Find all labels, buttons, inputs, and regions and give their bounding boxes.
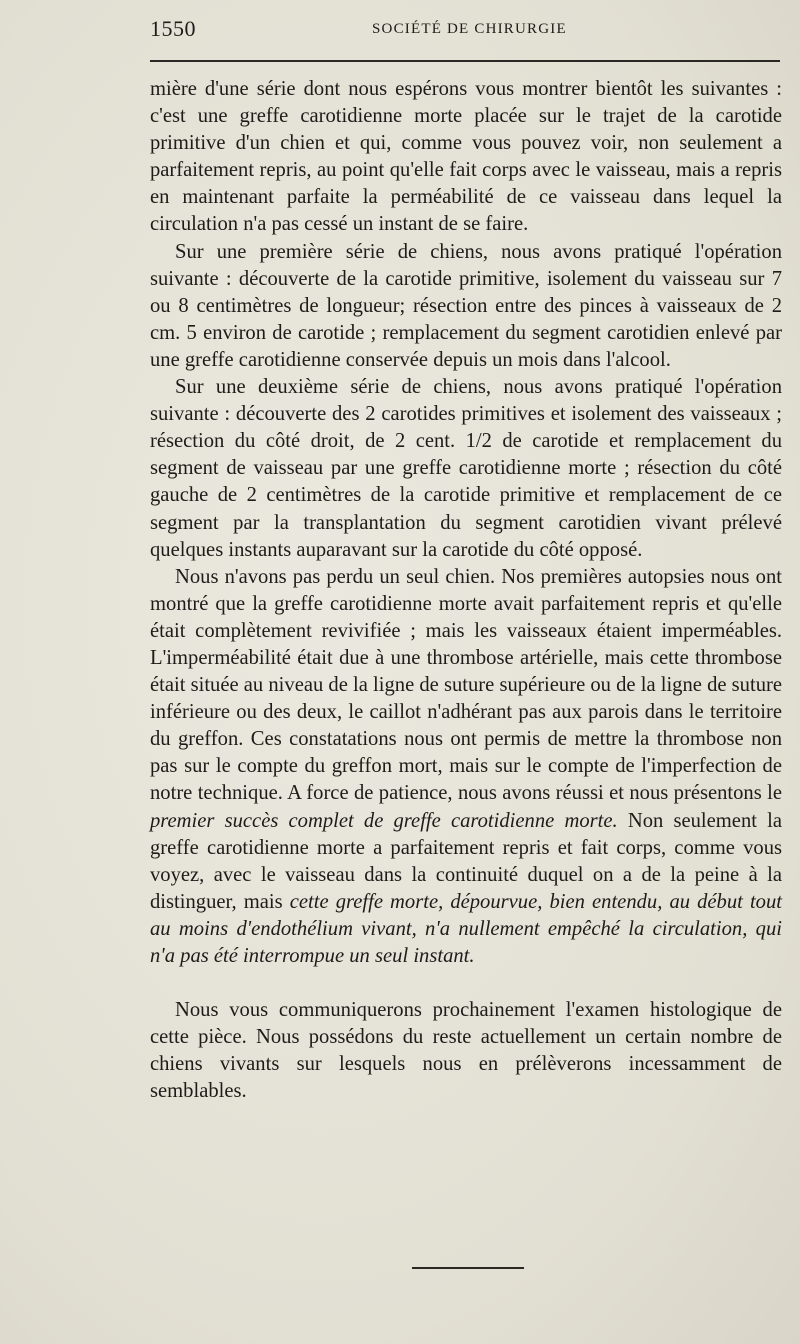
end-rule xyxy=(412,1267,524,1269)
header-rule xyxy=(150,60,780,62)
paragraph-4 xyxy=(150,564,782,970)
paragraph-5: Nous vous communiquerons prochainement l'examen histologique de cette pièce. Nous possédons du reste actuellement un certain nombre de chiens vivants sur lesquels nous en prélèverons incessamment de semblables. xyxy=(150,999,782,1103)
paragraph-4-text-a: Nous n'avons pas perdu un seul chien. Nos premières autopsies nous ont montré que la greffe carotidienne morte avait parfaitement repris et qu'elle était complètement revivifiée ; mais les vaisseaux étaient imperméables. L'imperméabilité était due à une thrombose artérielle, mais cette thrombose était située au niveau de la ligne de suture supérieure ou de la ligne de suture inférieure ou des deux, le caillot n'adhérant pas aux parois dans le territoire du greffon. Ces constatations nous ont permis de mettre la thrombose non pas sur le compte du greffon mort, mais sur le compte de l'imperfection de notre technique. A force de patience, nous avons réussi et nous présentons le xyxy=(150,565,782,805)
paragraph-4-italic-b: cette greffe morte, dépourvue, bien entendu, au début tout au moins d'endothélium vivant, n'a nullement empêché la circulation, qui n'a pas été interrompue un seul instant. xyxy=(150,890,782,967)
paragraph-4-italic-a: premier succès complet de greffe carotidienne morte. xyxy=(150,809,618,832)
paragraph-3: Sur une deuxième série de chiens, nous avons pratiqué l'opération suivante : découverte des 2 carotides primitives et isolement des vaisseaux ; résection du côté droit, de 2 cent. 1/2 de carotide et remplacement du segment de vaisseau par une greffe carotidienne morte ; résection du côté gauche de 2 centimètres de la carotide primitive et remplacement de ce segment par la transplantation du segment carotidien vivant prélevé quelques instants auparavant sur la carotide du côté opposé. xyxy=(150,376,782,561)
page-number: 1550 xyxy=(150,16,196,41)
body-text xyxy=(150,76,782,1105)
paragraph-4-text-b: Non seulement la greffe carotidienne morte a parfaitement repris et fait corps, comme vous voyez, avec le vaisseau dans la continuité duquel on a de la peine à la distinguer, mais xyxy=(150,809,782,913)
paragraph-1: mière d'une série dont nous espérons vous montrer bientôt les suivantes : c'est une greffe carotidienne morte placée sur le trajet de la carotide primitive d'un chien et qui, comme vous pouvez voir, non seulement a parfaitement repris, au point qu'elle fait corps avec le vaisseau, mais a repris en maintenant parfaite la perméabilité de ce vaisseau dans lequel la circulation n'a pas cessé un instant de se faire. xyxy=(150,78,782,236)
running-title: SOCIÉTÉ DE CHIRURGIE xyxy=(372,21,567,37)
page-header xyxy=(150,16,780,46)
paragraph-2: Sur une première série de chiens, nous avons pratiqué l'opération suivante : découverte de la carotide primitive, isolement du vaisseau sur 7 ou 8 centimètres de longueur; résection entre des pinces à vaisseaux de 2 cm. 5 environ de carotide ; remplacement du segment carotidien enlevé par une greffe carotidienne conservée depuis un mois dans l'alcool. xyxy=(150,240,782,371)
